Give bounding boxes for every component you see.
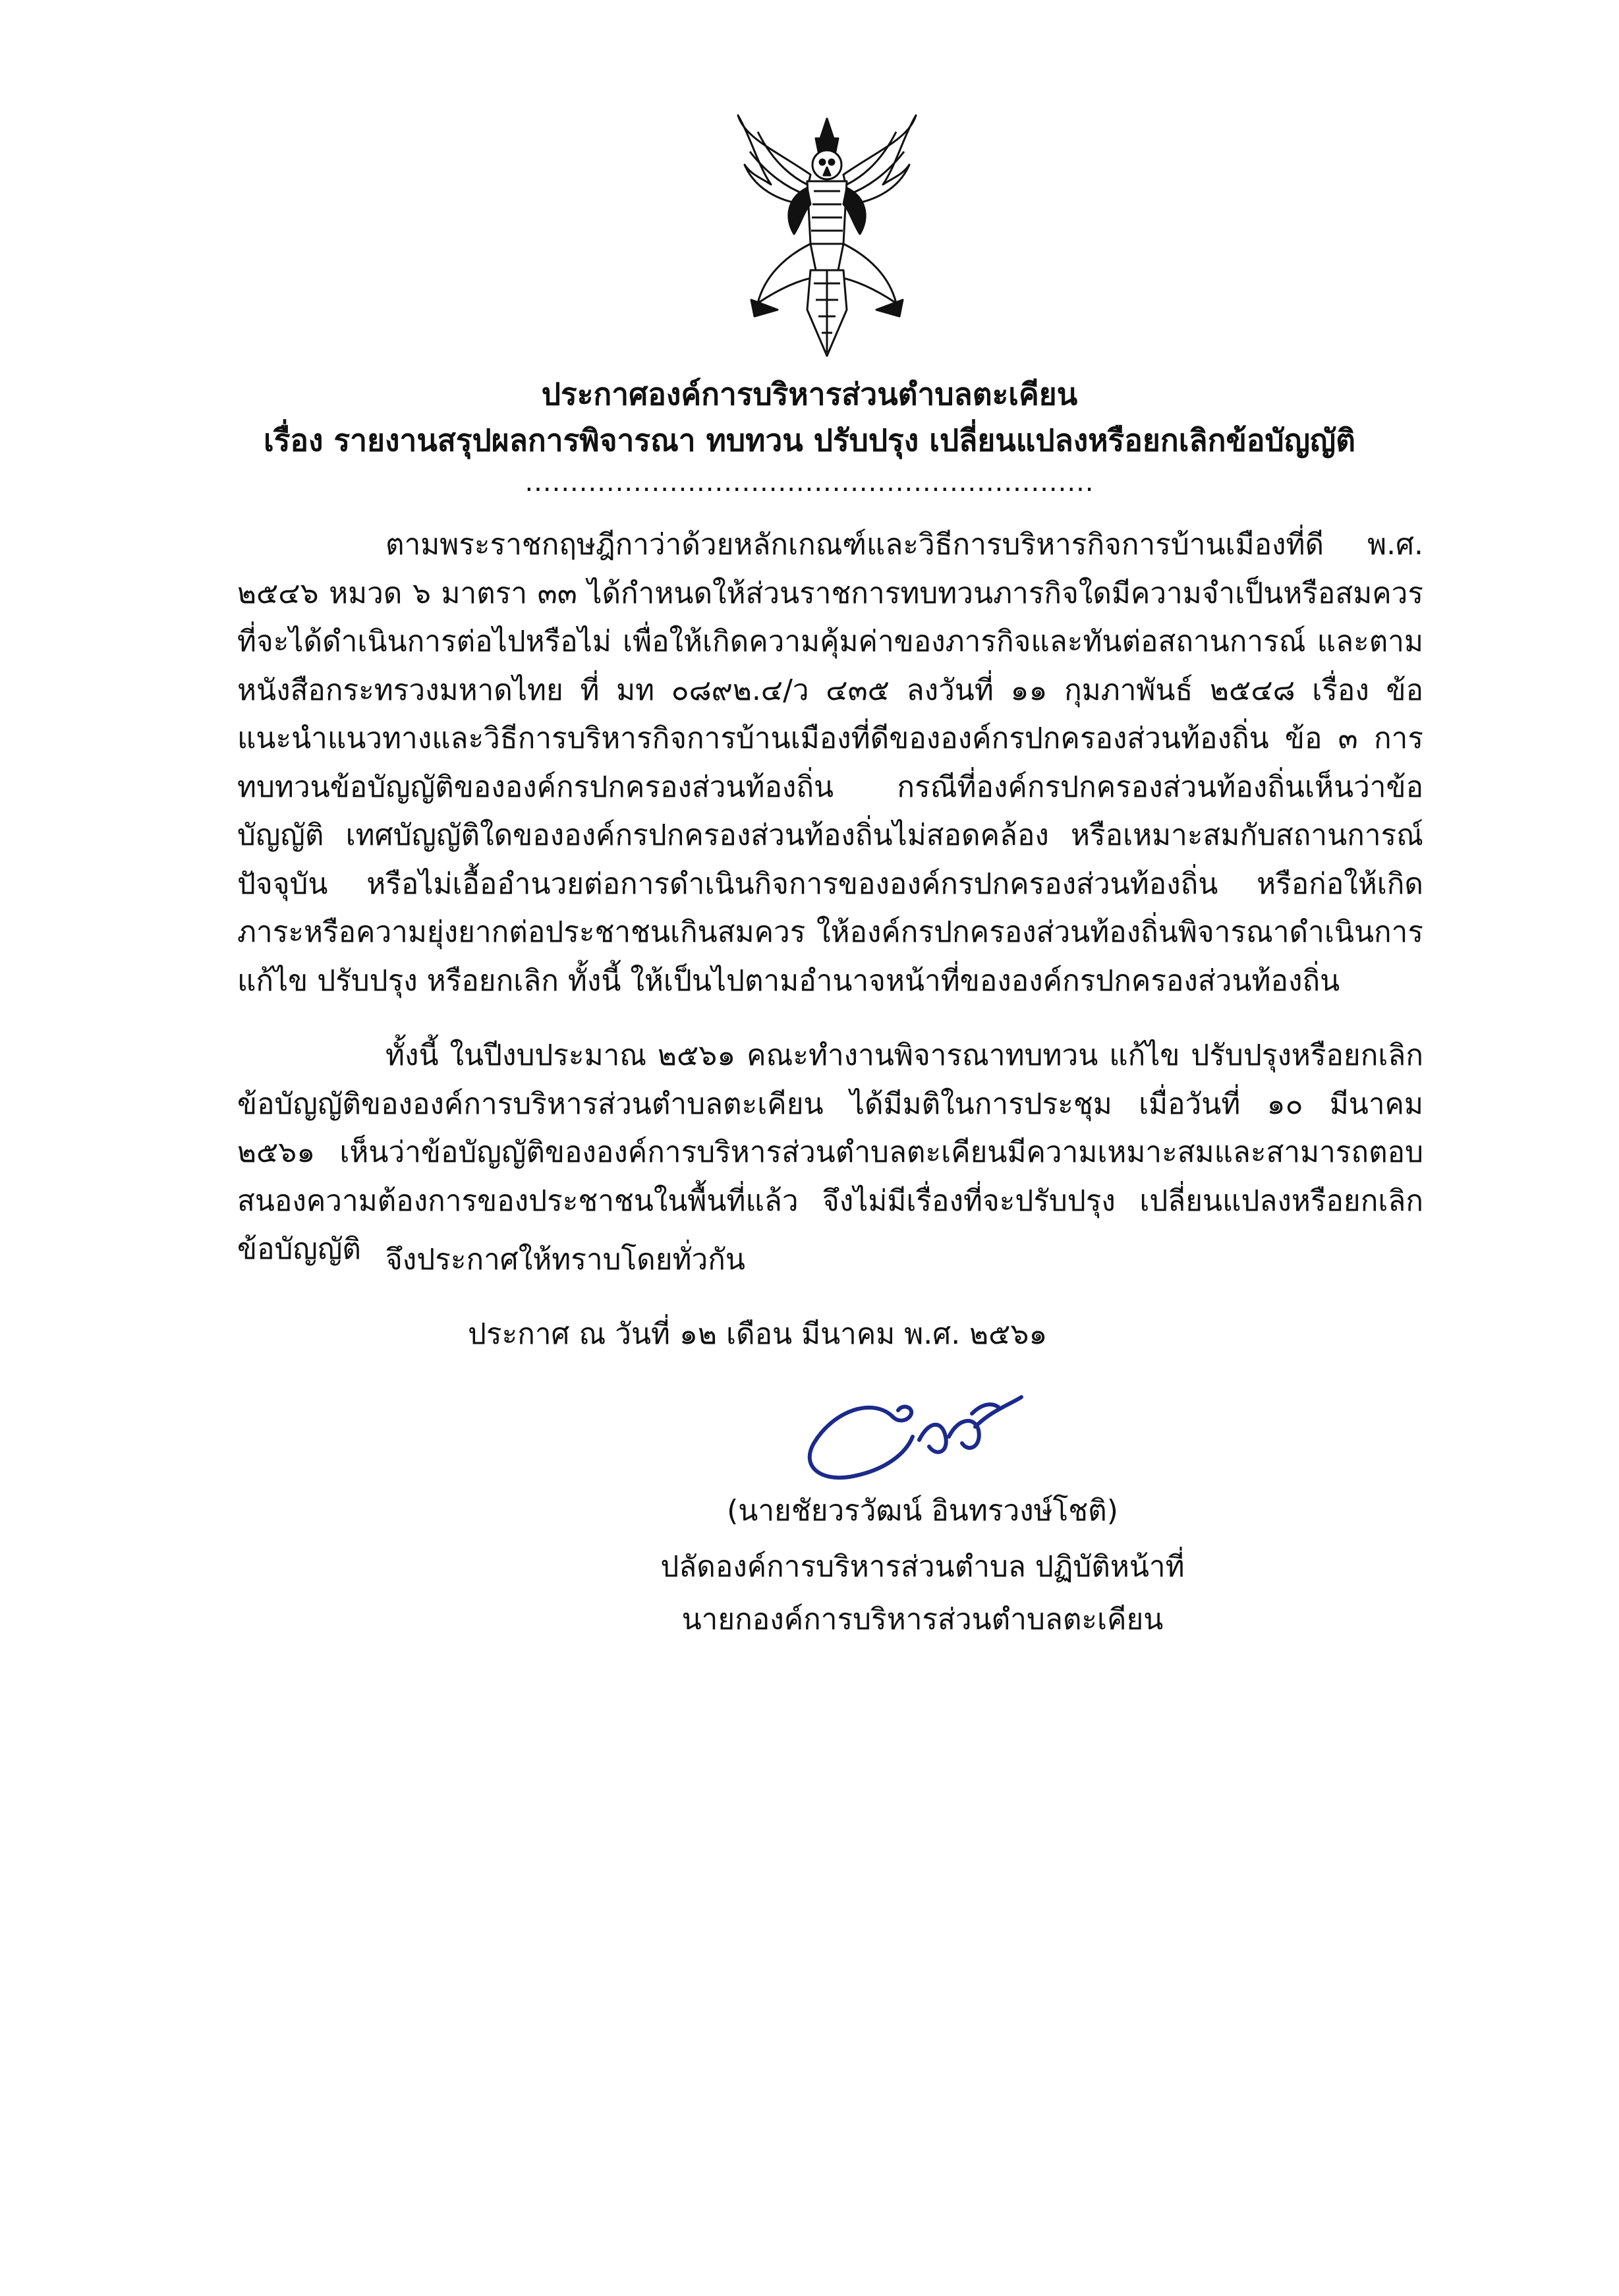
notice-title: ประกาศองค์การบริหารส่วนตำบลตะเคียน <box>541 376 1078 412</box>
garuda-emblem-icon <box>731 112 923 362</box>
signatory-acting-title: นายกองค์การบริหารส่วนตำบลตะเคียน <box>681 1603 1164 1636</box>
body-paragraph-2: ทั้งนี้ ในปีงบประมาณ ๒๕๖๑ คณะทำงานพิจารณาทบทวน แก้ไข ปรับปรุงหรือยกเลิกข้อบัญญัติขององค์การบริหารส่วนตำบลตะเคียน ได้มีมติในการประชุม เมื่อวันที่ ๑๐ มีนาคม ๒๕๖๑ เห็นว่าข้อบัญญัติขององค์การบริหารส่วนตำบลตะเคียนมีความเหมาะสมและสามารถตอบสนองความต้องการของประชาชนในพื้นที่แล้ว จึงไม่มีเรื่องที่จะปรับปรุง เปลี่ยนแปลงหรือยกเลิกข้อบัญญัติ <box>237 1039 1423 1266</box>
title-separator: ............................................................... <box>525 467 1094 498</box>
announce-line: จึงประกาศให้ทราบโดยทั่วกัน <box>385 1243 745 1277</box>
date-line: ประกาศ ณ วันที่ ๑๒ เดือน มีนาคม พ.ศ. ๒๕๖๑ <box>468 1317 1048 1351</box>
signatory-position: ปลัดองค์การบริหารส่วนตำบล ปฏิบัติหน้าที่ <box>660 1550 1185 1584</box>
notice-subject: เรื่อง รายงานสรุปผลการพิจารณา ทบทวน ปรับปรุง เปลี่ยนแปลงหรือยกเลิกข้อบัญญัติ <box>264 422 1355 458</box>
handwritten-signature <box>794 1391 1031 1489</box>
signatory-name: (นายชัยวรวัฒน์ อินทรวงษ์โชติ) <box>727 1494 1118 1528</box>
body-paragraph-1: ตามพระราชกฤษฎีกาว่าด้วยหลักเกณฑ์และวิธีการบริหารกิจการบ้านเมืองที่ดี พ.ศ. ๒๕๔๖ หมวด ๖ มาตรา ๓๓ ได้กำหนดให้ส่วนราชการทบทวนภารกิจใดมีความจำเป็นหรือสมควรที่จะได้ดำเนินการต่อไปหรือไม่ เพื่อให้เกิดความคุ้มค่าของภารกิจและทันต่อสถานการณ์ และตามหนังสือกระทรวงมหาดไทย ที่ มท ๐๘๙๒.๔/ว ๔๓๕ ลงวันที่ ๑๑ กุมภาพันธ์ ๒๕๔๘ เรื่อง ข้อแนะนำแนวทางและวิธีการบริหารกิจการบ้านเมืองที่ดีขององค์กรปกครองส่วนท้องถิ่น ข้อ ๓ การทบทวนข้อบัญญัติขององค์กรปกครองส่วนท้องถิ่น กรณีที่องค์กรปกครองส่วนท้องถิ่นเห็นว่าข้อบัญญัติ เทศบัญญัติใดขององค์กรปกครองส่วนท้องถิ่นไม่สอดคล้อง หรือเหมาะสมกับสถานการณ์ปัจจุบัน หรือไม่เอื้ออำนวยต่อการดำเนินกิจการขององค์กรปกครองส่วนท้องถิ่น หรือก่อให้เกิดภาระหรือความยุ่งยากต่อประชาชนเกินสมควร ให้องค์กรปกครองส่วนท้องถิ่นพิจารณาดำเนินการแก้ไข ปรับปรุง หรือยกเลิก ทั้งนี้ ให้เป็นไปตามอำนาจหน้าที่ขององค์กรปกครองส่วนท้องถิ่น <box>237 528 1423 998</box>
